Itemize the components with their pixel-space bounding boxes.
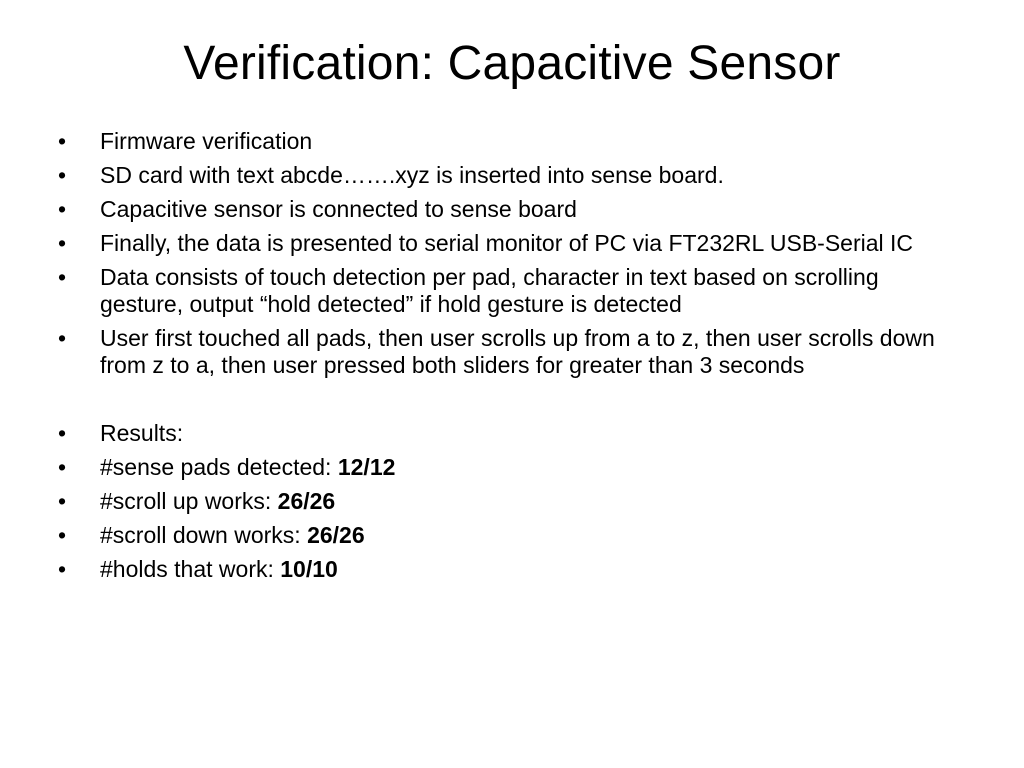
result-item-scroll-up [56,488,966,515]
result-label: #holds that work: [100,556,281,582]
slide-title: Verification: Capacitive Sensor [183,37,841,90]
result-value: 10/10 [280,556,338,582]
bullet-marker: • [58,454,67,480]
bullet-text: User first touched all pads, then user scrolls up from a to z, then user scrolls down from z to a, then user pressed both sliders for greater than 3 seconds [100,325,935,378]
bullet-marker: • [58,522,67,548]
result-value: 12/12 [337,454,396,480]
result-item-scroll-down [56,522,966,549]
result-value: 26/26 [277,488,336,514]
result-label: #sense pads detected: [100,454,338,480]
bullet-marker: • [58,556,67,582]
bullet-marker: • [58,196,67,222]
bullet-text: Data consists of touch detection per pad, character in text based on scrolling gesture, output “hold detected” if hold gesture is detected [100,264,879,317]
bullet-item [56,128,966,155]
bullet-item [56,196,966,223]
bullet-marker: • [58,162,67,188]
result-item-sense-pads [56,454,966,481]
bullet-marker: • [58,488,67,514]
bullet-item [56,162,966,189]
bullet-item [56,264,966,318]
results-heading [56,420,966,447]
results-label: Results: [100,420,184,446]
bullet-spacer [56,386,966,413]
bullet-text: Finally, the data is presented to serial monitor of PC via FT232RL USB-Serial IC [100,230,914,256]
bullet-list [56,128,966,583]
bullet-marker: • [58,230,67,256]
result-item-holds [56,556,966,583]
bullet-text: SD card with text abcde…….xyz is inserted into sense board. [100,162,724,188]
bullet-text: Capacitive sensor is connected to sense board [100,196,577,222]
result-value: 26/26 [307,522,365,548]
bullet-marker: • [58,325,67,351]
bullet-text: Firmware verification [100,128,313,154]
bullet-marker: • [58,128,67,154]
result-label: #scroll up works: [100,488,278,514]
result-label: #scroll down works: [100,522,308,548]
bullet-marker: • [58,264,67,290]
bullet-item [56,325,966,379]
bullet-marker: • [58,420,67,446]
slide-body [56,128,966,590]
bullet-item [56,230,966,257]
